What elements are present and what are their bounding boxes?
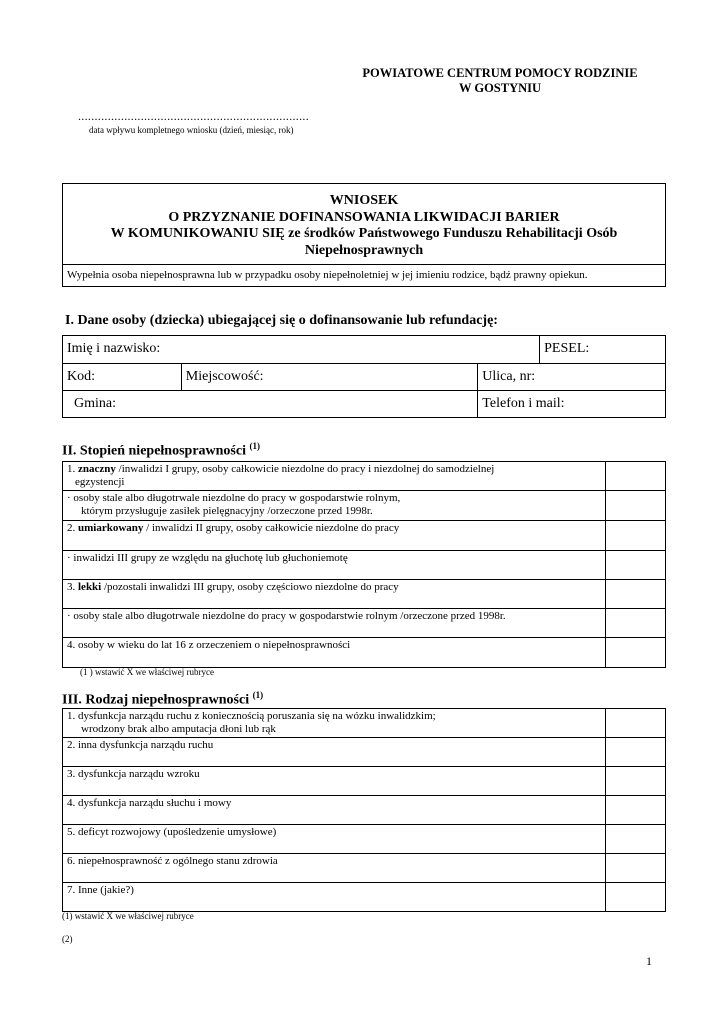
table-row bbox=[63, 796, 666, 825]
type-checkbox-6[interactable] bbox=[606, 854, 666, 883]
type-checkbox-2[interactable] bbox=[606, 738, 666, 767]
table-row bbox=[63, 551, 666, 580]
degree-option-2: 2. umiarkowany / inwalidzi II grupy, osoby całkowicie niezdolne do pracy bbox=[63, 521, 606, 551]
type-option-2: 2. inna dysfunkcja narządu ruchu bbox=[63, 738, 606, 767]
footnote-marker: (1) bbox=[249, 441, 260, 451]
type-checkbox-1[interactable] bbox=[606, 709, 666, 738]
application-title bbox=[63, 184, 665, 265]
org-name: POWIATOWE CENTRUM POMOCY RODZINIE bbox=[362, 66, 638, 80]
type-checkbox-4[interactable] bbox=[606, 796, 666, 825]
table-row bbox=[63, 709, 666, 738]
footnote-2-marker: (2) bbox=[62, 934, 73, 944]
postal-code-field[interactable]: Kod: bbox=[63, 364, 182, 391]
org-city: W GOSTYNIU bbox=[458, 81, 542, 95]
section-2-title: II. Stopień niepełnosprawności bbox=[62, 443, 246, 459]
title-line-2: O PRZYZNANIE DOFINANSOWANIA LIKWIDACJI BARIER bbox=[168, 209, 560, 225]
type-option-5: 5. deficyt rozwojowy (upośledzenie umysłowe) bbox=[63, 825, 606, 854]
footnote-marker: (1) bbox=[252, 690, 264, 700]
degree-option-3b: · osoby stale albo długotrwale niezdolne do pracy w gospodarstwie rolnym /orzeczone przed 1998r. bbox=[63, 609, 606, 638]
table-row bbox=[63, 491, 666, 521]
degree-option-2b: · inwalidzi III grupy ze względu na głuchotę lub głuchoniemotę bbox=[63, 551, 606, 580]
degree-checkbox-4[interactable] bbox=[606, 638, 666, 668]
type-checkbox-3[interactable] bbox=[606, 767, 666, 796]
phone-email-field[interactable]: Telefon i mail: bbox=[478, 391, 666, 418]
type-checkbox-5[interactable] bbox=[606, 825, 666, 854]
name-field[interactable]: Imię i nazwisko: bbox=[63, 336, 540, 364]
city-field[interactable]: Miejscowość: bbox=[181, 364, 478, 391]
table-row bbox=[63, 738, 666, 767]
title-line-4: Niepełnosprawnych bbox=[304, 242, 424, 258]
degree-option-4: 4. osoby w wieku do lat 16 z orzeczeniem o niepełnosprawności bbox=[63, 638, 606, 668]
title-line-1: WNIOSEK bbox=[329, 193, 399, 208]
degree-option-1: 1. znaczny /inwalidzi I grupy, osoby całkowicie niezdolne do pracy i niezdolnej do samodzielnej egzystencji bbox=[63, 462, 606, 491]
table-row bbox=[63, 462, 666, 491]
table-row bbox=[63, 883, 666, 912]
type-option-1: 1. dysfunkcja narządu ruchu z koniecznością poruszania się na wózku inwalidzkim; wrodzony brak albo amputacja dłoni lub rąk bbox=[63, 709, 606, 738]
degree-checkbox-3[interactable] bbox=[606, 580, 666, 609]
title-line-3: W KOMUNIKOWANIU SIĘ ze środków Państwowego Funduszu Rehabilitacji Osób bbox=[110, 226, 618, 241]
disability-degree-table bbox=[62, 461, 666, 668]
date-received-field[interactable]: ...................................................................... bbox=[78, 109, 309, 123]
section-3-footnote: (1) wstawić X we właściwej rubryce bbox=[62, 911, 194, 921]
applicant-data-table bbox=[62, 335, 666, 418]
type-option-7: 7. Inne (jakie?) bbox=[63, 883, 606, 912]
table-row bbox=[63, 767, 666, 796]
section-3-heading bbox=[62, 690, 263, 709]
pesel-field[interactable]: PESEL: bbox=[540, 336, 666, 364]
disability-type-table bbox=[62, 708, 666, 912]
table-row bbox=[63, 854, 666, 883]
section-1-heading: I. Dane osoby (dziecka) ubiegającej się o dofinansowanie lub refundację: bbox=[65, 313, 498, 328]
date-received-caption: data wpływu kompletnego wniosku (dzień, miesiąc, rok) bbox=[89, 125, 294, 135]
section-3-title: III. Rodzaj niepełnosprawności bbox=[62, 692, 250, 708]
degree-checkbox-2[interactable] bbox=[606, 521, 666, 551]
degree-checkbox-3b[interactable] bbox=[606, 609, 666, 638]
page-number: 1 bbox=[646, 954, 652, 968]
gmina-field[interactable]: Gmina: bbox=[63, 391, 478, 418]
application-title-box bbox=[62, 183, 666, 287]
table-row bbox=[63, 825, 666, 854]
degree-checkbox-1b[interactable] bbox=[606, 491, 666, 521]
section-2-footnote: (1 ) wstawić X we właściwej rubryce bbox=[80, 667, 214, 677]
type-option-3: 3. dysfunkcja narządu wzroku bbox=[63, 767, 606, 796]
table-row bbox=[63, 521, 666, 551]
table-row bbox=[63, 609, 666, 638]
section-2-heading bbox=[62, 441, 260, 460]
degree-option-1b: · osoby stale albo długotrwale niezdolne do pracy w gospodarstwie rolnym, którym przysługuje zasiłek pielęgnacyjny /orzeczone przed 1998r. bbox=[63, 491, 606, 521]
table-row bbox=[63, 580, 666, 609]
degree-checkbox-2b[interactable] bbox=[606, 551, 666, 580]
table-row bbox=[63, 638, 666, 668]
type-option-4: 4. dysfunkcja narządu słuchu i mowy bbox=[63, 796, 606, 825]
type-checkbox-7[interactable] bbox=[606, 883, 666, 912]
degree-option-3: 3. lekki /pozostali inwalidzi III grupy, osoby częściowo niezdolne do pracy bbox=[63, 580, 606, 609]
organization-header bbox=[330, 66, 670, 96]
type-option-6: 6. niepełnosprawność z ogólnego stanu zdrowia bbox=[63, 854, 606, 883]
street-field[interactable]: Ulica, nr: bbox=[478, 364, 666, 391]
degree-checkbox-1[interactable] bbox=[606, 462, 666, 491]
fill-instruction: Wypełnia osoba niepełnosprawna lub w przypadku osoby niepełnoletniej w jej imieniu rodzice, bądź prawny opiekun. bbox=[67, 269, 588, 281]
